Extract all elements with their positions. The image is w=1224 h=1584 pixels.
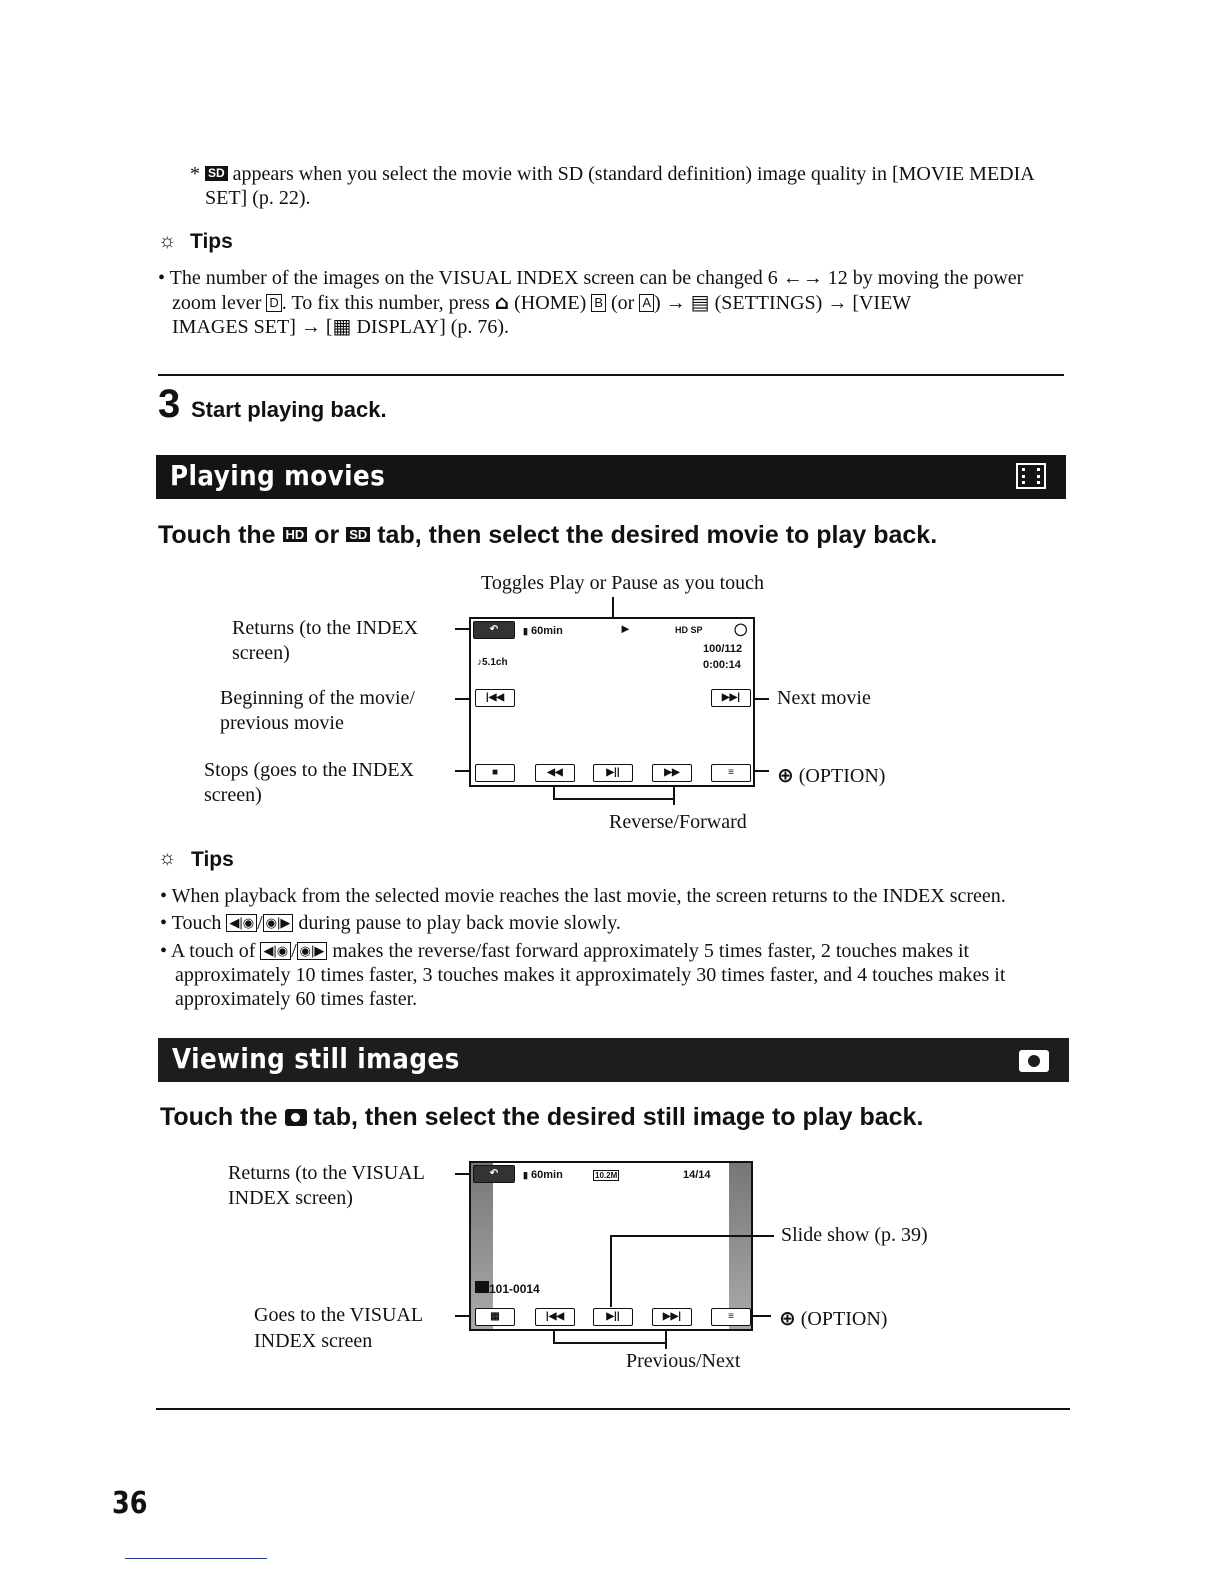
- time-code: 0:00:14: [703, 659, 741, 671]
- callout-stops-2: screen): [204, 784, 262, 806]
- callout-returns-1: Returns (to the INDEX: [232, 617, 419, 639]
- footnote-marker: *: [190, 163, 200, 185]
- visual-index-button[interactable]: ▦: [475, 1308, 515, 1326]
- callout-beginning-2: previous movie: [220, 712, 344, 734]
- file-number: 101-0014: [475, 1281, 540, 1296]
- tips-heading: Tips: [190, 230, 233, 253]
- step-number: 3: [158, 382, 181, 426]
- option-icon: ⊕: [777, 763, 794, 787]
- return-button[interactable]: ↶: [473, 621, 515, 639]
- hd-tab-icon: HD: [283, 527, 308, 542]
- callout-goes-2: INDEX screen: [254, 1330, 373, 1352]
- option-icon: ⊕: [779, 1306, 796, 1330]
- tips2-bullet-3: • A touch of ◀|◉ / ◉|▶ makes the reverse/fast forward approximately 5 times faster, 2 touches makes it: [160, 940, 970, 962]
- callout-prevnext: Previous/Next: [626, 1350, 741, 1372]
- sd-badge: SD: [205, 166, 228, 181]
- tips2-bullet-3-cont: approximately 10 times faster, 3 touches makes it approximately 30 times faster, and 4 touches makes it: [175, 964, 1006, 986]
- callout-returns-2: screen): [232, 642, 290, 664]
- forward-button[interactable]: ▶▶: [652, 764, 692, 782]
- callout-returns-visual-1: Returns (to the VISUAL: [228, 1162, 425, 1184]
- sd-tab-icon: SD: [346, 527, 370, 542]
- tips-heading: Tips: [191, 848, 234, 871]
- grid-icon: ▦: [332, 314, 352, 338]
- camera-icon: [1019, 1050, 1049, 1072]
- home-icon: ⌂: [494, 290, 510, 314]
- tips-icon: ☼: [158, 230, 177, 252]
- viewing-stills-banner: [158, 1038, 1069, 1082]
- banner-title: Playing movies: [170, 459, 386, 492]
- return-button[interactable]: ↶: [473, 1165, 515, 1183]
- callout-returns-visual-2: INDEX screen): [228, 1187, 353, 1209]
- film-icon: [1016, 463, 1046, 489]
- battery-indicator: ▮ 60min: [523, 625, 563, 637]
- slow-reverse-icon: ◀|◉: [226, 914, 257, 932]
- next-movie-button[interactable]: ▶▶|: [711, 689, 751, 707]
- forward-icon: ◉|▶: [297, 942, 328, 960]
- tips-icon: ☼: [158, 847, 177, 869]
- quality-indicator: HD SP: [675, 625, 703, 635]
- previous-movie-button[interactable]: |◀◀: [475, 689, 515, 707]
- callout-beginning-1: Beginning of the movie/: [220, 687, 415, 709]
- slow-forward-icon: ◉|▶: [263, 914, 294, 932]
- movies-instruction: Touch the HD or SD tab, then select the desired movie to play back.: [158, 521, 938, 549]
- banner-title: Viewing still images: [172, 1042, 460, 1075]
- tips1-line3: IMAGES SET] → [▦ DISPLAY] (p. 76).: [172, 314, 510, 338]
- camera-tab-icon: [285, 1109, 307, 1126]
- stop-button[interactable]: ■: [475, 764, 515, 782]
- callout-toggle: Toggles Play or Pause as you touch: [481, 572, 765, 594]
- callout-option-still: ⊕ (OPTION): [779, 1306, 888, 1330]
- tips1-line2: zoom lever D . To fix this number, press ⌂ (HOME) B (or A ) → ▤ (SETTINGS) → [VIEW: [172, 290, 912, 314]
- playing-movies-banner: [156, 455, 1066, 499]
- callout-next: Next movie: [777, 687, 871, 709]
- settings-icon: ▤: [690, 290, 710, 314]
- key-d: D: [266, 294, 281, 312]
- audio-indicator: ♪5.1ch: [477, 657, 508, 668]
- page-number: 36: [112, 1486, 148, 1521]
- play-indicator: ►: [619, 621, 632, 636]
- footnote: [205, 162, 1045, 210]
- footer-rule: [125, 1558, 267, 1559]
- slideshow-button[interactable]: ▶||: [593, 1308, 633, 1326]
- counter: 100/112: [703, 643, 743, 655]
- reverse-button[interactable]: ◀◀: [535, 764, 575, 782]
- option-button[interactable]: ≡: [711, 764, 751, 782]
- step-title: Start playing back.: [191, 397, 387, 422]
- callout-slide: Slide show (p. 39): [781, 1224, 928, 1246]
- tips2-bullet-1: • When playback from the selected movie reaches the last movie, the screen returns to the INDEX screen.: [160, 885, 1006, 907]
- callout-goes-1: Goes to the VISUAL: [254, 1304, 424, 1326]
- stills-instruction: Touch the tab, then select the desired still image to play back.: [160, 1103, 924, 1131]
- battery-indicator: ▮ 60min: [523, 1169, 563, 1181]
- callout-revfwd: Reverse/Forward: [609, 811, 747, 833]
- callout-option: ⊕ (OPTION): [777, 763, 886, 787]
- reverse-icon: ◀|◉: [260, 942, 291, 960]
- previous-button[interactable]: |◀◀: [535, 1308, 575, 1326]
- tips1-line1: • The number of the images on the VISUAL INDEX screen can be changed 6 ←→ 12 by moving the power: [158, 267, 1024, 289]
- movie-screen: [469, 617, 755, 787]
- play-pause-button[interactable]: ▶||: [593, 764, 633, 782]
- next-button[interactable]: ▶▶|: [652, 1308, 692, 1326]
- option-button[interactable]: ≡: [711, 1308, 751, 1326]
- tips2-bullet-2: • Touch ◀|◉ / ◉|▶ during pause to play back movie slowly.: [160, 912, 621, 934]
- image-counter: 14/14: [683, 1169, 711, 1181]
- key-b: B: [591, 294, 606, 312]
- divider-top: [158, 374, 1064, 376]
- footnote-text: appears when you select the movie with SD (standard definition) image quality in [MOVIE MEDIA SET] (p. 22).: [205, 163, 1034, 209]
- image-size: 10.2M: [595, 1171, 618, 1180]
- media-icon: ◯: [734, 622, 748, 636]
- tips2-bullet-3-cont2: approximately 60 times faster.: [175, 988, 418, 1010]
- divider-bottom: [156, 1408, 1070, 1410]
- callout-stops-1: Stops (goes to the INDEX: [204, 759, 414, 781]
- key-a: A: [639, 294, 654, 312]
